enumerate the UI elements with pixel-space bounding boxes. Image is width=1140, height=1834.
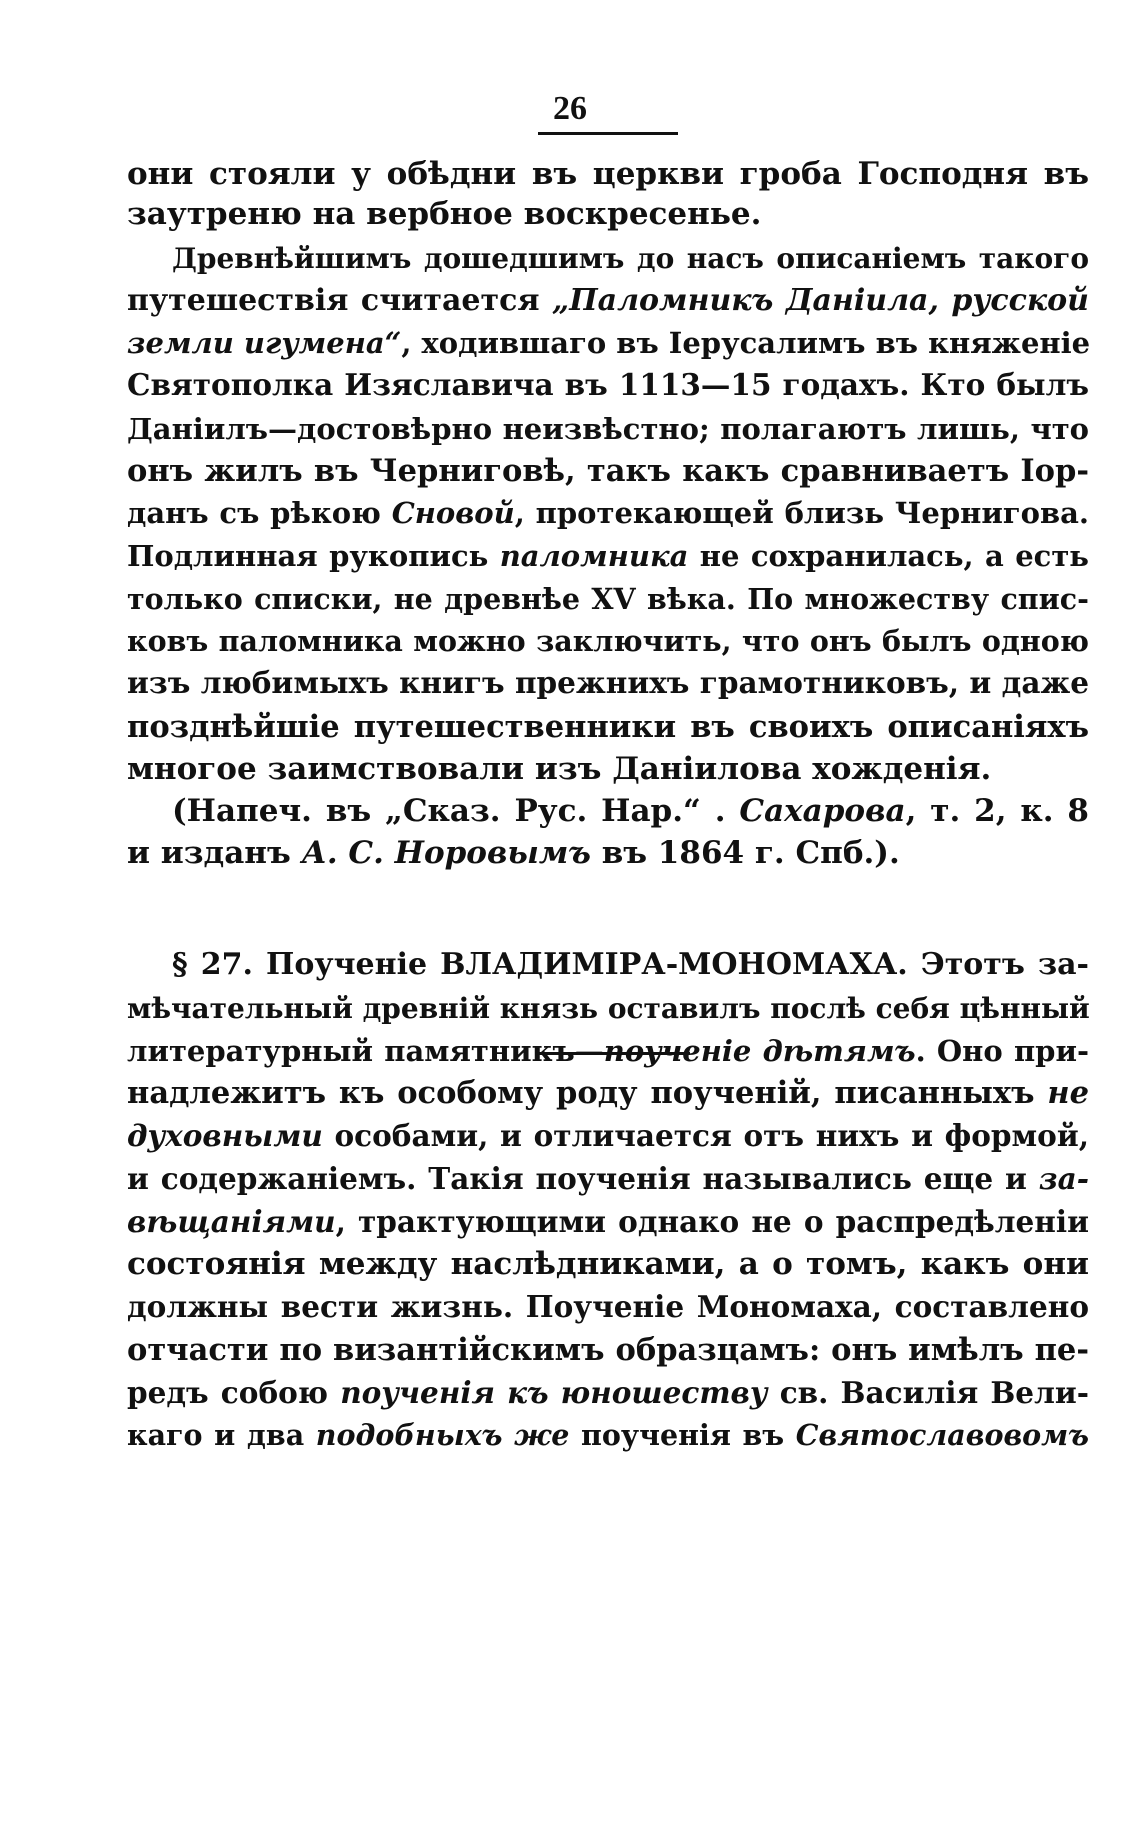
italic-run: вѣщаніями [127,1204,336,1239]
text-line [127,282,1089,322]
text-line [127,1074,1089,1114]
italic-run: Сновой [391,496,515,530]
text-line [127,537,1089,577]
text-line: онъ жилъ въ Черниговѣ, такъ какъ сравниваетъ Іор- [127,453,1089,489]
text-run: и изданъ [127,835,302,871]
text-line [127,1203,1089,1243]
text-run: . Оно при- [915,1034,1089,1068]
text-run: данъ съ рѣкою [127,496,392,530]
text-line: Святополка Изяславича въ 1113—15 годахъ. Кто былъ [127,367,1089,402]
text-run: св. Василія Вели- [767,1375,1090,1410]
italic-run: Святославовомъ [795,1418,1089,1452]
text-run: , протекающей близь Чернигова. [514,496,1089,530]
text-line: должны вести жизнь. Поученіе Мономаха, составлено [127,1289,1089,1324]
text-line [127,1160,1089,1200]
text-line [127,324,1089,364]
text-line: Древнѣйшимъ дошедшимъ до насъ описаніемъ такого [172,242,1089,275]
text-run: путешествія считается [127,283,553,318]
page-number: 26 [553,90,587,127]
italic-run: А. С. Норовымъ [301,835,591,871]
text-line [127,494,1089,534]
italic-run: не [1047,1075,1089,1111]
text-run: въ 1864 г. Спб.). [590,835,900,871]
text-line: позднѣйшіе путешественники въ своихъ описаніяхъ [127,709,1089,745]
text-line [127,1416,1089,1456]
text-line [127,1374,1089,1414]
text-run: и содержаніемъ. Такія поученія назывались еще и [127,1161,1039,1196]
text-run: , ходившаго въ Іерусалимъ въ княженіе [401,326,1091,360]
text-line: многое заимствовали изъ Даніилова хожденія. [127,751,992,787]
italic-run: за- [1038,1161,1089,1196]
italic-run: паломника [499,539,689,573]
text-run: редъ собою [127,1375,341,1410]
italic-run: духовными [127,1118,323,1153]
text-run: Подлинная рукопись [127,539,500,573]
note-line [127,834,1089,874]
text-run: , трактующими однако не о распредѣленіи [335,1204,1089,1239]
text-run: литературный памятникъ— [127,1034,604,1068]
text-run: , т. 2, к. 8 [905,793,1090,829]
italic-run: поученіе дѣтямъ [603,1034,916,1068]
text-line: изъ любимыхъ книгъ прежнихъ грамотниковъ, и даже [127,665,1089,700]
italic-run: земли игумена“ [127,326,402,360]
text-run: не сохранилась, а есть [688,539,1089,573]
text-run: поученія въ [569,1418,796,1452]
text-run: каго и два [127,1418,316,1452]
text-run: надлежитъ къ особому роду поученій, писанныхъ [127,1075,1048,1111]
text-line: отчасти по византійскимъ образцамъ: онъ имѣлъ пе- [127,1332,1089,1368]
text-line: ковъ паломника можно заключить, что онъ былъ одною [127,624,1089,658]
page-number-rule [538,132,678,135]
italic-run: поученія къ юношеству [340,1375,768,1410]
text-line: только списки, не древнѣе XV вѣка. По множеству спис- [127,582,1089,616]
text-line: они стояли у обѣдни въ церкви гроба Господня въ [127,156,1089,192]
italic-run: подобныхъ же [315,1418,570,1452]
italic-run: Сахарова [739,793,906,829]
note-line [172,792,1089,832]
text-line: заутреню на вербное воскресенье. [127,196,762,232]
section-heading-line: § 27. Поученіе ВЛАДИМІРА-МОНОМАХА. Этотъ за- [172,947,1089,982]
text-line: мѣчательный древній князь оставилъ послѣ себя цѣнный [127,992,1090,1025]
text-line [127,1032,1089,1072]
text-line: состоянія между наслѣдниками, а о томъ, какъ они [127,1246,1089,1282]
text-line [127,1117,1089,1157]
text-run: (Напеч. въ „Сказ. Рус. Нар.“ . [172,793,740,829]
text-run: особами, и отличается отъ нихъ и формой, [322,1118,1089,1153]
italic-run: „Паломникъ Даніила, русской [552,283,1089,318]
text-line: Даніилъ—достовѣрно неизвѣстно; полагаютъ лишь, что [127,412,1089,446]
